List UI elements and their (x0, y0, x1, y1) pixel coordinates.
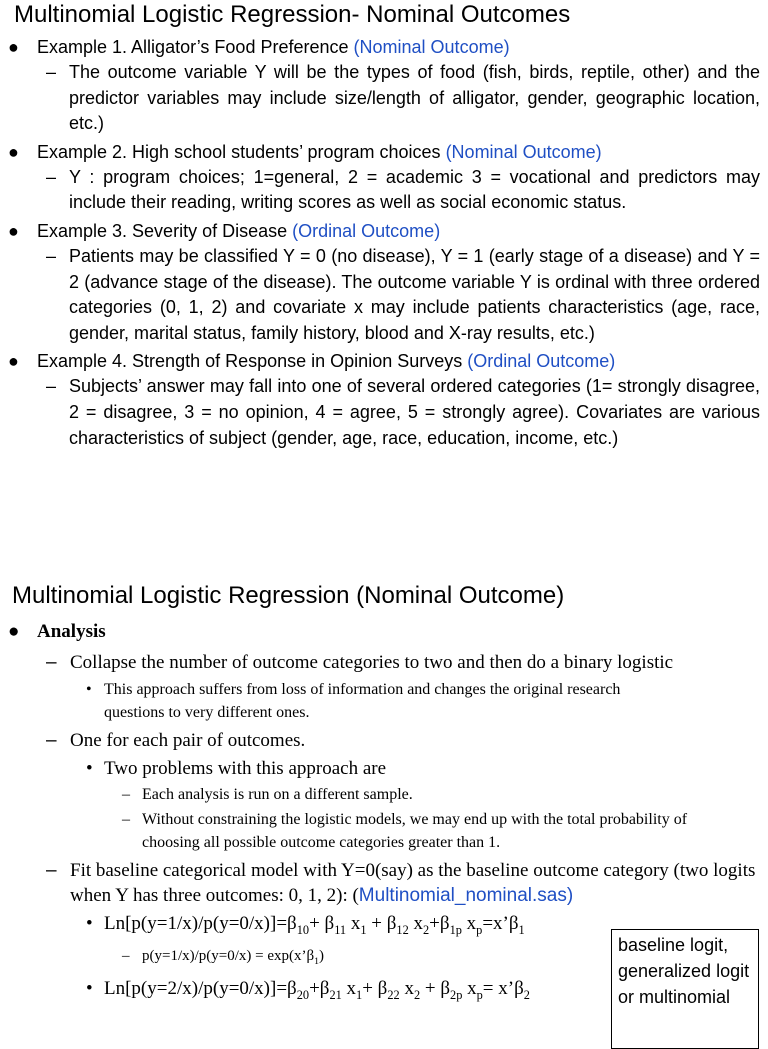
bullet-icon: • (86, 681, 92, 698)
example-tag: (Ordinal Outcome) (467, 351, 616, 372)
analysis-item-2-subsub-1: – Each analysis is run on a different sample. (0, 783, 768, 806)
analysis-item-2-subsub-2: – Without constraining the logistic models, we may end up with the total probability of choosing all possible outcome categories greater than 1. (0, 808, 768, 854)
dash-icon: – (46, 730, 57, 751)
example-1-detail: – The outcome variable Y will be the types of food (fish, birds, reptile, other) and the predictor variables may include size/length of alligator, gender, geographic location, etc.) (46, 62, 760, 134)
analysis-item-1-sub: • This approach suffers from loss of information and changes the original research questions to very different ones. (0, 678, 768, 724)
equation-1-sub: – $p(y=1/x)/p(y=0/x) = \exp(x’\beta_1)$ (0, 945, 768, 973)
sas-file-link[interactable]: Multinomial_nominal.sas) (358, 885, 574, 906)
dash-icon: – (122, 811, 130, 828)
dash-icon: – (46, 166, 57, 187)
dash-icon: – (46, 652, 57, 673)
bullet-icon: ● (8, 37, 19, 57)
bullet-icon: ● (8, 621, 20, 642)
dash-icon: – (46, 860, 57, 881)
dash-icon: – (46, 62, 57, 82)
page-title: Multinomial Logistic Regression- Nominal Outcomes (14, 1, 571, 28)
example-label: Example 1. Alligator’s Food Preference (37, 37, 349, 57)
example-1 (0, 34, 768, 60)
example-label: Example 2. High school students’ program choices (37, 141, 441, 162)
bullet-icon: ● (8, 220, 19, 241)
equation-2: • $Ln[p(y=2/x)/p(y=0/x)]=\beta_{20}+\beta_{21}$ $x_1+ \beta_{22}$ $x_2 + \beta_{2p}$ $x_p=$ $x’\beta_2$ (86, 977, 530, 1002)
example-2 (0, 139, 768, 165)
analysis-item-1: – Collapse the number of outcome categories to two and then do a binary logistic (46, 652, 674, 673)
example-label: Example 4. Strength of Response in Opinion Surveys (37, 351, 463, 372)
example-3-detail: – Patients may be classified Y = 0 (no disease), Y = 1 (early stage of a disease) and Y = 2 (advance stage of the disease). The outcome variable Y is ordinal with three ordered categories (0, 1, 2) and covariate x may include patients characteristics (age, race, gender, marital status, family history, blood and X-ray results, etc.) (46, 245, 760, 343)
dash-icon: – (46, 376, 57, 397)
bullet-icon: • (86, 913, 93, 934)
analysis-item-2: – One for each pair of outcomes. (46, 730, 306, 751)
section-title: Multinomial Logistic Regression (Nominal Outcome) (12, 582, 565, 609)
bullet-icon: ● (8, 141, 19, 162)
equation-1: • $Ln[p(y=1/x)/p(y=0/x)]=\beta_{10}+ \beta_{11}$ $x_1 + \beta_{12}$ $x_2+\beta_{1p}$ $x_p=x’\beta_1$ (86, 913, 525, 937)
example-3 (0, 218, 768, 244)
bullet-icon: • (86, 758, 93, 779)
dash-icon: – (46, 245, 57, 266)
example-label: Example 3. Severity of Disease (37, 220, 288, 241)
analysis-item-3: – Fit baseline categorical model with Y=0(say) as the baseline outcome category (two logits when Y has three outcomes: 0, 1, 2): (Multinomial_nominal.sas) (46, 860, 756, 906)
examples-section (0, 34, 768, 453)
analysis-item-2-sub: • Two problems with this approach are (86, 758, 387, 779)
example-tag: (Ordinal Outcome) (292, 220, 441, 241)
example-4-detail: – Subjects’ answer may fall into one of several ordered categories (1= strongly disagree, 2 = disagree, 3 = no opinion, 4 = agree, 5 = strongly agree). Covariates are various characteristics of subject (gender, age, race, education, income, etc.) (46, 376, 760, 448)
dash-icon: – (122, 947, 130, 964)
example-2-detail: – Y : program choices; 1=general, 2 = academic 3 = vocational and predictors may include their reading, writing scores as well as social economic status. (46, 166, 760, 213)
example-4 (0, 348, 768, 374)
analysis-heading: ● Analysis (0, 618, 768, 646)
example-tag: (Nominal Outcome) (353, 37, 510, 57)
bullet-icon: ● (8, 351, 19, 372)
dash-icon: – (122, 786, 130, 803)
baseline-logit-note: baseline logit, generalized logit or multinomial (611, 929, 759, 1049)
example-tag: (Nominal Outcome) (445, 141, 602, 162)
bullet-icon: • (86, 977, 93, 999)
